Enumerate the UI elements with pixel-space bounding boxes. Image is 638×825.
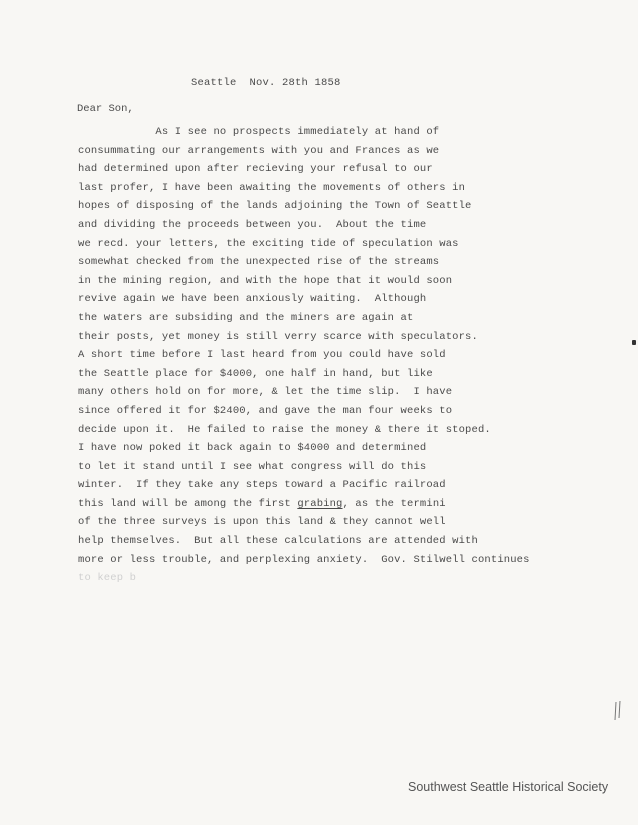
letter-line: had determined upon after recieving your refusal to our <box>78 163 433 176</box>
letter-line: last profer, I have been awaiting the movements of others in <box>78 181 466 194</box>
line-tail: , as the termini <box>342 497 446 510</box>
letter-line: more or less trouble, and perplexing anxiety. Gov. Stilwell continues <box>78 553 530 566</box>
letter-line: since offered it for $2400, and gave the man four weeks to <box>78 404 453 417</box>
letter-line: many others hold on for more, & let the time slip. I have <box>78 386 453 399</box>
letter-line: somewhat checked from the unexpected rise of the streams <box>78 256 440 269</box>
letter-line: their posts, yet money is still verry scarce with speculators. <box>78 330 478 343</box>
edge-mark <box>632 340 636 345</box>
letter-line: As I see no prospects immediately at hand of <box>78 126 440 138</box>
letter-salutation: Dear Son, <box>77 103 134 115</box>
underlined-word: grabing <box>297 497 343 510</box>
letter-line: the waters are subsiding and the miners are again at <box>78 311 414 324</box>
letter-line-faded: to keep b <box>78 572 137 585</box>
letter-line: and dividing the proceeds between you. About the time <box>78 218 427 231</box>
watermark-text: Southwest Seattle Historical Society <box>408 780 609 794</box>
letter-line: of the three surveys is upon this land & they cannot well <box>78 516 446 529</box>
letter-line: help themselves. But all these calculations are attended with <box>78 535 478 548</box>
letter-dateline: Seattle Nov. 28th 1858 <box>191 77 341 89</box>
letter-line: hopes of disposing of the lands adjoining the Town of Seattle <box>78 200 472 213</box>
letter-line: in the mining region, and with the hope that it would soon <box>78 274 453 287</box>
line-head: this land will be among the first <box>78 497 298 510</box>
letter-line-with-underline <box>78 495 530 514</box>
letter-line: the Seattle place for $4000, one half in hand, but like <box>78 367 433 380</box>
letter-line: to let it stand until I see what congress will do this <box>78 460 427 473</box>
letter-line: revive again we have been anxiously waiting. Although <box>78 293 427 306</box>
letter-line: winter. If they take any steps toward a Pacific railroad <box>78 479 446 492</box>
letter-line: I have now poked it back again to $4000 and determined <box>78 442 427 455</box>
letter-line: A short time before I last heard from you could have sold <box>78 349 446 362</box>
pencil-mark <box>613 700 623 722</box>
letter-line: decide upon it. He failed to raise the money & there it stoped. <box>78 423 491 436</box>
letter-line: consummating our arrangements with you and Frances as we <box>78 144 440 157</box>
letter-body <box>78 123 530 588</box>
letter-line: we recd. your letters, the exciting tide of speculation was <box>78 237 459 250</box>
